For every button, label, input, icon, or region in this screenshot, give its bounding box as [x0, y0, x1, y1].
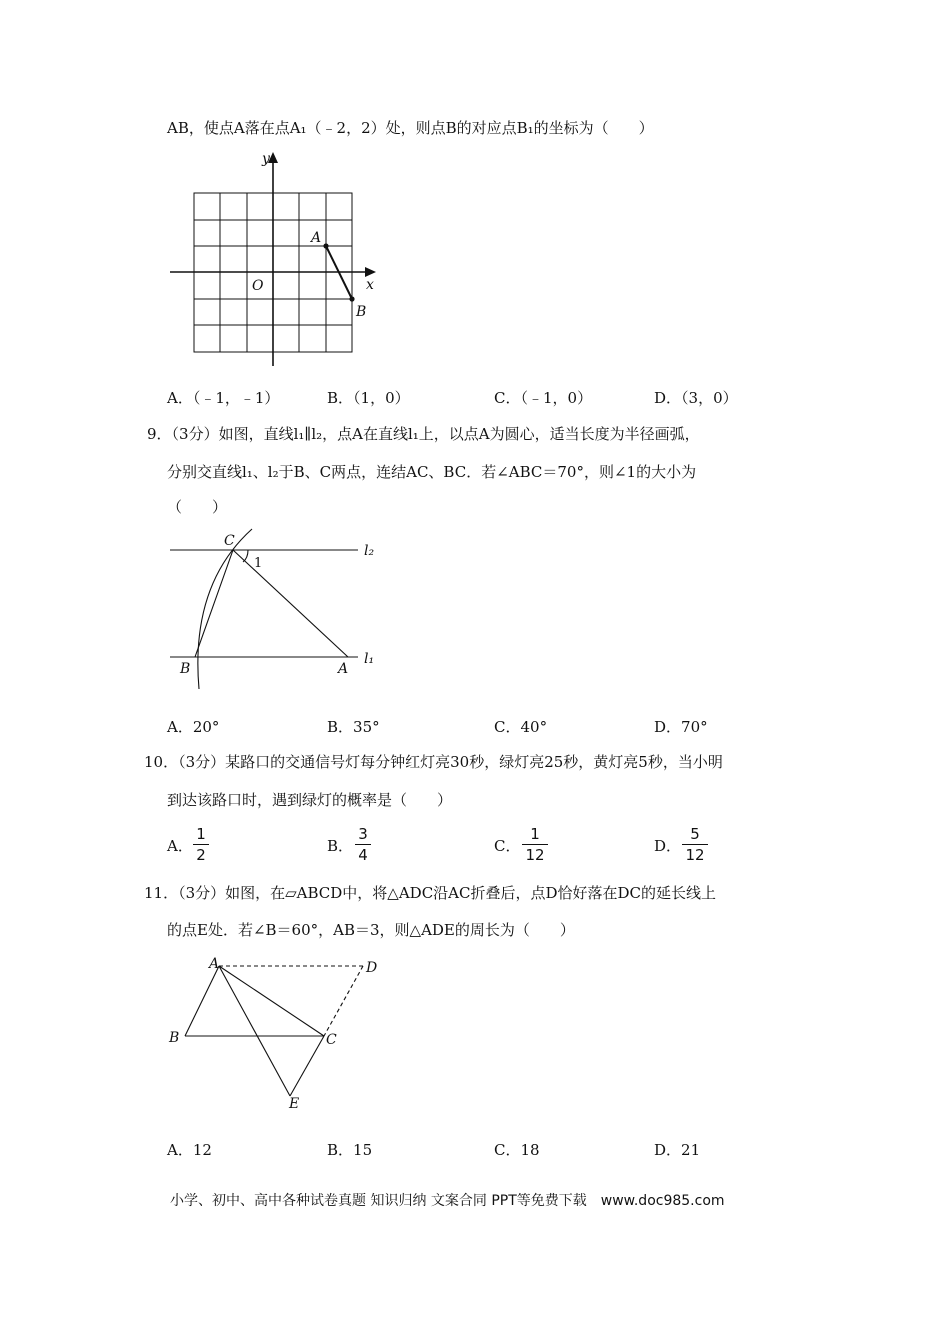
q8-stem-line1: AB，使点A落在点A₁（﹣2，2）处，则点B的对应点B₁的坐标为（ ） [167, 119, 654, 137]
x-axis-label: x [366, 277, 374, 293]
q11-stem-line2: 的点E处．若∠B＝60°，AB＝3，则△ADE的周长为（ ） [167, 921, 575, 939]
q10-stem-line2: 到达该路口时，遇到绿灯的概率是（ ） [167, 791, 453, 809]
denominator: 12 [685, 846, 705, 864]
denominator: 2 [196, 846, 206, 864]
point-b [349, 296, 354, 301]
q10-option-b-fraction [355, 825, 371, 864]
segment-ce [290, 1036, 324, 1096]
point-c-label: C [224, 533, 235, 549]
q10-option-b-letter: B． [327, 837, 354, 855]
numerator: 5 [690, 825, 700, 843]
segment-dc-dashed [324, 966, 363, 1036]
q10-option-d-letter: D． [654, 837, 682, 855]
segment-ae [219, 966, 290, 1096]
q9-option-d: D．70° [654, 718, 708, 736]
q9-option-c: C．40° [494, 718, 548, 736]
q10-option-d-fraction [682, 825, 708, 864]
q10-option-a-letter: A． [167, 837, 193, 855]
line-l2-label: l₂ [364, 543, 375, 559]
segment-bc [195, 550, 233, 657]
q10-stem-line1: 10．（3分）某路口的交通信号灯每分钟红灯亮30秒，绿灯亮25秒，黄灯亮5秒，当小明 [144, 753, 723, 771]
q9-option-a: A．20° [167, 718, 220, 736]
denominator: 4 [358, 846, 368, 864]
segment-ac [233, 550, 348, 657]
point-a-label: A [311, 230, 322, 246]
point-a-label: A [209, 956, 220, 972]
q9-stem-line2: 分别交直线l₁、l₂于B、C两点，连结AC、BC．若∠ABC＝70°，则∠1的大小为 [167, 463, 697, 481]
axes [170, 152, 376, 366]
q10-option-c-fraction [522, 825, 548, 864]
point-b-label: B [356, 304, 367, 320]
q10-option-a-fraction [193, 825, 209, 864]
point-c-label: C [326, 1032, 337, 1048]
q8-option-d: D．（3，0） [654, 389, 738, 407]
denominator: 12 [525, 846, 545, 864]
point-e-label: E [289, 1096, 300, 1112]
point-d-label: D [366, 960, 378, 976]
origin-label: O [252, 278, 264, 294]
q11-stem-line1: 11．（3分）如图，在▱ABCD中，将△ADC沿AC折叠后，点D恰好落在DC的延长线上 [144, 884, 717, 902]
q11-parallelogram-figure [160, 950, 390, 1115]
point-a [323, 243, 328, 248]
page-footer: 小学、初中、高中各种试卷真题 知识归纳 文案合同 PPT等免费下载 www.doc985.com [170, 1193, 725, 1209]
q8-option-c: C．（﹣1，0） [494, 389, 593, 407]
q9-stem-line1: 9．（3分）如图，直线l₁∥l₂，点A在直线l₁上，以点A为圆心，适当长度为半径画弧， [147, 425, 700, 443]
segment-ac [219, 966, 324, 1036]
numerator: 1 [530, 825, 540, 843]
q11-option-a: A．12 [167, 1141, 212, 1159]
q9-parallel-lines-figure [160, 525, 390, 695]
numerator: 1 [196, 825, 206, 843]
y-axis-label: y [262, 151, 270, 167]
q9-option-b: B．35° [327, 718, 380, 736]
point-a-label: A [338, 661, 349, 677]
q9-stem-line3: （ ） [167, 498, 228, 516]
q11-option-b: B．15 [327, 1141, 373, 1159]
point-b-label: B [169, 1030, 180, 1046]
q8-option-a: A．（﹣1，﹣1） [167, 389, 280, 407]
q10-option-c-letter: C． [494, 837, 521, 855]
compass-arc [198, 529, 252, 689]
q11-option-d: D．21 [654, 1141, 701, 1159]
q8-coordinate-grid-figure [160, 148, 385, 368]
q8-option-b: B．（1，0） [327, 389, 410, 407]
line-l1-label: l₁ [364, 651, 375, 667]
segment-ab [185, 966, 219, 1036]
point-b-label: B [180, 661, 191, 677]
q11-option-c: C．18 [494, 1141, 540, 1159]
angle-1-label: 1 [254, 556, 263, 571]
numerator: 3 [358, 825, 368, 843]
